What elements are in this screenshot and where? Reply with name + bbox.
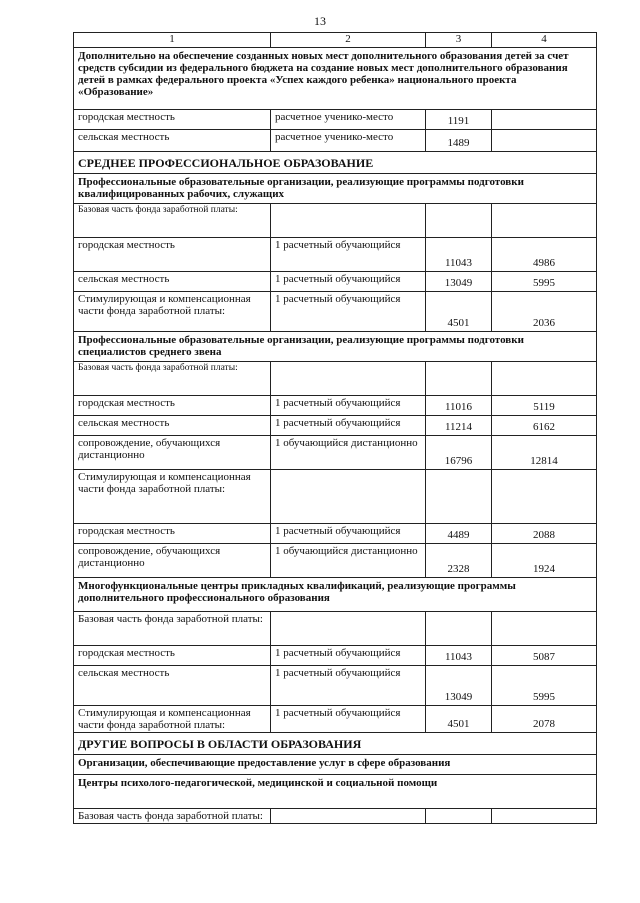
norms-table [73, 32, 597, 824]
value-cell: 11043 [426, 238, 492, 272]
unit-cell [271, 362, 426, 396]
value-cell [492, 612, 597, 646]
section-heading-row [74, 733, 597, 755]
row-label: Базовая часть фонда заработной платы: [74, 204, 271, 238]
value-cell: 6162 [492, 416, 597, 436]
column-number: 2 [271, 33, 426, 48]
unit-cell: 1 расчетный обучающийся [271, 706, 426, 733]
row-label: городская местность [74, 110, 271, 130]
row-label: городская местность [74, 524, 271, 544]
row-label: городская местность [74, 238, 271, 272]
table-row [74, 524, 597, 544]
table-row [74, 238, 597, 272]
unit-cell: 1 расчетный обучающийся [271, 416, 426, 436]
row-label: сопровождение, обучающихся дистанционно [74, 544, 271, 578]
section-title: Многофункциональные центры прикладных квалификаций, реализующие программы дополнительного профессионального образования [74, 578, 597, 612]
value-cell [426, 612, 492, 646]
value-cell: 11043 [426, 646, 492, 666]
row-label: Стимулирующая и компенсационная части фонда заработной платы: [74, 470, 271, 524]
unit-cell: 1 обучающийся дистанционно [271, 436, 426, 470]
value-cell: 2328 [426, 544, 492, 578]
section-heading-row [74, 152, 597, 174]
value-cell: 4501 [426, 706, 492, 733]
table-row [74, 272, 597, 292]
value-cell: 4986 [492, 238, 597, 272]
table-row [74, 110, 597, 130]
table-body [74, 33, 597, 824]
table-row [74, 292, 597, 332]
value-cell [492, 110, 597, 130]
value-cell [426, 204, 492, 238]
value-cell: 13049 [426, 666, 492, 706]
unit-cell: 1 расчетный обучающийся [271, 292, 426, 332]
section-heading: ДРУГИЕ ВОПРОСЫ В ОБЛАСТИ ОБРАЗОВАНИЯ [74, 733, 597, 755]
section-row [74, 332, 597, 362]
row-label: Стимулирующая и компенсационная части фонда заработной платы: [74, 292, 271, 332]
column-number: 1 [74, 33, 271, 48]
table-row [74, 470, 597, 524]
value-cell: 12814 [492, 436, 597, 470]
row-label: Базовая часть фонда заработной платы: [74, 362, 271, 396]
unit-cell: 1 расчетный обучающийся [271, 238, 426, 272]
value-cell: 16796 [426, 436, 492, 470]
section-title: Профессиональные образовательные организации, реализующие программы подготовки квалифицированных рабочих, служащих [74, 174, 597, 204]
value-cell [492, 470, 597, 524]
unit-cell: расчетное ученико-место [271, 110, 426, 130]
section-title: Дополнительно на обеспечение созданных новых мест дополнительного образования детей за счет средств субсидии из федерального бюджета на создание новых мест дополнительного образования детей в рамках федерального проекта «Успех каждого ребенка» национального проекта «Образование» [74, 48, 597, 110]
section-title: Центры психолого-педагогической, медицинской и социальной помощи [74, 775, 597, 809]
unit-cell: 1 расчетный обучающийся [271, 524, 426, 544]
table-row [74, 362, 597, 396]
value-cell [492, 809, 597, 824]
table-row [74, 436, 597, 470]
value-cell [492, 362, 597, 396]
value-cell [426, 362, 492, 396]
table-row [74, 666, 597, 706]
table-row [74, 809, 597, 824]
value-cell: 13049 [426, 272, 492, 292]
value-cell: 1489 [426, 130, 492, 152]
value-cell: 5995 [492, 272, 597, 292]
unit-cell [271, 809, 426, 824]
unit-cell [271, 204, 426, 238]
value-cell: 1924 [492, 544, 597, 578]
value-cell [492, 130, 597, 152]
row-label: Базовая часть фонда заработной платы: [74, 612, 271, 646]
row-label: сопровождение, обучающихся дистанционно [74, 436, 271, 470]
unit-cell [271, 612, 426, 646]
value-cell [492, 204, 597, 238]
value-cell: 2078 [492, 706, 597, 733]
section-title: Профессиональные образовательные организации, реализующие программы подготовки специалистов среднего звена [74, 332, 597, 362]
value-cell: 5995 [492, 666, 597, 706]
value-cell: 2036 [492, 292, 597, 332]
row-label: Стимулирующая и компенсационная части фонда заработной платы: [74, 706, 271, 733]
table-row [74, 612, 597, 646]
section-row [74, 755, 597, 775]
row-label: городская местность [74, 646, 271, 666]
value-cell: 11214 [426, 416, 492, 436]
value-cell: 4501 [426, 292, 492, 332]
section-row [74, 48, 597, 110]
unit-cell: расчетное ученико-место [271, 130, 426, 152]
value-cell: 5119 [492, 396, 597, 416]
section-title: Организации, обеспечивающие предоставление услуг в сфере образования [74, 755, 597, 775]
value-cell: 2088 [492, 524, 597, 544]
unit-cell: 1 расчетный обучающийся [271, 666, 426, 706]
unit-cell: 1 обучающийся дистанционно [271, 544, 426, 578]
unit-cell: 1 расчетный обучающийся [271, 646, 426, 666]
table-row [74, 204, 597, 238]
unit-cell [271, 470, 426, 524]
row-label: городская местность [74, 396, 271, 416]
table-row [74, 130, 597, 152]
column-number-row [74, 33, 597, 48]
row-label: сельская местность [74, 272, 271, 292]
section-row [74, 775, 597, 809]
table-row [74, 416, 597, 436]
row-label: сельская местность [74, 416, 271, 436]
value-cell: 1191 [426, 110, 492, 130]
page-number: 13 [314, 14, 326, 28]
row-label: Базовая часть фонда заработной платы: [74, 809, 271, 824]
unit-cell: 1 расчетный обучающийся [271, 272, 426, 292]
column-number: 3 [426, 33, 492, 48]
table-row [74, 544, 597, 578]
row-label: сельская местность [74, 130, 271, 152]
table-row [74, 646, 597, 666]
section-heading: СРЕДНЕЕ ПРОФЕССИОНАЛЬНОЕ ОБРАЗОВАНИЕ [74, 152, 597, 174]
unit-cell: 1 расчетный обучающийся [271, 396, 426, 416]
value-cell: 11016 [426, 396, 492, 416]
value-cell: 5087 [492, 646, 597, 666]
value-cell [426, 470, 492, 524]
section-row [74, 174, 597, 204]
row-label: сельская местность [74, 666, 271, 706]
value-cell [426, 809, 492, 824]
value-cell: 4489 [426, 524, 492, 544]
section-row [74, 578, 597, 612]
table-row [74, 396, 597, 416]
table-row [74, 706, 597, 733]
column-number: 4 [492, 33, 597, 48]
